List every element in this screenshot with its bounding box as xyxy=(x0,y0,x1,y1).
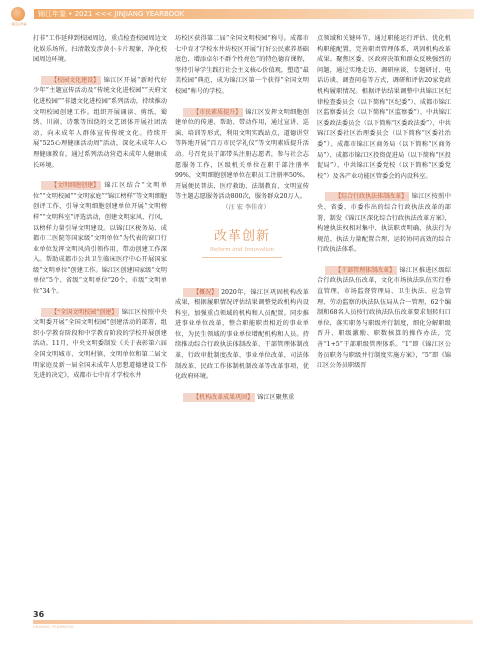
paragraph xyxy=(33,76,167,171)
section-tag: 【干部管理体制改革】 xyxy=(325,266,397,275)
paragraph-text: 锦江区按照中央文明委开展“全国文明校园”创建活动的部署，组织小学教育阶段和中学教育阶段的学校开展创建活动。11月，中央文明委制发《关于表彰第六届全国文明城市、文明村镇、文明单位和第二届文明家庭及新一届全国未成年人思想道德建设工作先进的决定》，成都市七中育才学校水井 xyxy=(33,308,167,380)
column-2 xyxy=(175,34,309,403)
logo-text: 锦江区年鉴 xyxy=(11,22,27,26)
footer-bar xyxy=(33,620,473,624)
paragraph-text: 锦江区聚焦重 xyxy=(257,393,295,401)
paragraph-text: 锦江区发挥文明细胞创建单位的传递、帮助、带动作用，通过宣讲、巡演、培训等形式，利用文明实践站点，道德讲堂等阵地开展“百万市民学礼仪”等文明素质提升活动。号召党员干部带头注册志愿者，参与社会志愿服务工作，区级机关单位在职干部注册率99%，文明细胞创建单位在职员工注册率50%。开展便民普法、医疗救助、法制教育、文明宣传等主题志愿服务活动800次，服务群众20万人。 xyxy=(175,108,309,201)
column-3 xyxy=(317,34,451,372)
yearbook-logo xyxy=(8,7,28,27)
paragraph xyxy=(175,288,309,383)
paragraph xyxy=(175,108,309,203)
section-heading xyxy=(177,228,307,268)
paragraph-text: 锦江区按照中央、省委、市委作出的综合行政执法改革的部署，制发《锦江区深化综合行政执法改革方案》，构建执法权相对集中、执法职责明确、执法行为规范、执法力量配置合理、运转协同高效的综合行政执法体系。 xyxy=(317,193,451,254)
section-tag: 【机构改革成果巩固】 xyxy=(183,393,255,402)
paragraph xyxy=(317,192,451,256)
paragraph-text: 锦江区结合“文明单位”“文明校园”“文明家庭”“锦江榜样”等文明细胞创评工作，引导文明细胞创建单位开展“文明榜样”“文明科室”评选活动，创建文明家风、行风，以榜样力量引导文明建设。以锦江区税务局、成都市二医院等国家级“文明单位”为代表的窗口行业单位发挥文明风尚引领作用，带动创建工作深入。帮助成都市公共卫生临床医疗中心开展国家级“文明单位”创建工作。锦江区创建国家级“文明单位”5个、省级“文明单位”20个、市级“文明单位”34个。 xyxy=(33,182,167,296)
paragraph-text: 锦江区推进区级综合行政执法队伍改革，文化市场执法队伍实行垂直管理，市场监督管理局、卫生执法、应急管理、劳动监察的执法队伍局从合一管理，62个编制和68名人员按行政执法队伍改革要求划转归口单位，落实职务与职级并行制度，细化分解职级晋升、职级激励、职数核算的操作办法，完善“1+5”干部职级管理体系。“1”即《锦江区公务员职务与职级并行制度实施方案》，“5”即《锦江区公务员职级晋 xyxy=(317,266,451,370)
paragraph xyxy=(33,308,167,382)
section-tag: 【综合行政执法体制改革】 xyxy=(325,192,409,201)
footer-text: JINJIANG YEARBOOK xyxy=(33,625,74,629)
paragraph-text: 2020年，锦江区巩固机构改革成果，根据履职情况评估结果调整党政机构内设科室，加强重点领域的机构和人员配置。同步推进事业单位改革，整合职能职责相近的事业单位，为民生领域的事业单位增配机构和人员。持续推动综合行政执法体制改革、干部管理体制改革、行政审批制度改革、事业单位改革、司法体制改革、民政工作体制机制改革等改革事项，优化政府环境。 xyxy=(175,288,309,381)
paragraph xyxy=(33,181,167,298)
paragraph-text: 锦江区开展“新时代好少年”主题宣传活动及“传统文化进校园”“天府文化进校园”“非遗文化进校园”系列活动，持续推动文明校园创建工作。组织开展诵读、剪纸、蜀绣、川剧、诗歌等围绕的文艺团体开展社团活动，向未成年人群体宣传传统文化。持续开展“525心理健康活动周”活动，深化未成年人心理健康教育。通过系列活动营造未成年人健康成长环境。 xyxy=(33,76,167,169)
header-title: 锦江年鉴 • 2021 <<< JINJIANG YEARBOOK xyxy=(38,10,185,18)
author-credit: （汪 宏 李佳奇） xyxy=(222,203,270,211)
section-subtitle: Reform and Innovation xyxy=(209,246,275,253)
section-title: 改革创新 xyxy=(213,228,270,244)
section-tag: 【校园文化建设】 xyxy=(41,76,101,85)
page-header xyxy=(0,0,480,30)
section-divider xyxy=(202,257,282,258)
paragraph xyxy=(175,393,309,404)
paragraph: 点领域和关键环节，通过职能运行评估、优化机构职能配置，完善职责管理体系，巩固机构改革成果。聚焦区委、区政府决策和群众反映强烈的问题，通过实地走访、调研座谈、专题研讨、电话访谈、调查问卷等方式，调研和评估20家党政机构履职情况。根据评估结果调整中共锦江区纪律检查委员会（以下简称“区纪委”）、成都市锦江区监察委员会（以下简称“区监察委”）、中共锦江区委政法委员会（以下简称“区委政法委”）、中共锦江区委社区治理委员会（以下简称“区委社治委”）、成都市锦江区商务局（以下简称“区商务局”）、成都市锦江区投资促进局（以下简称“区投促局”）、中共锦江区委党校（以下简称“区委党校”）及各产业功能区管委会的内设科室。 xyxy=(317,35,451,180)
paragraph: 打非”工作延伸到校园周边，重点检查校园周边文化娱乐场所，扫清散发涉黄小卡片现象，净化校园周边环境。 xyxy=(33,35,167,64)
page-number: 36 xyxy=(33,610,45,619)
section-tag: 【“全国文明校园”创建】 xyxy=(41,308,119,317)
section-tag: 【概况】 xyxy=(183,288,219,297)
column-1 xyxy=(33,34,167,382)
section-tag: 【文明细胞创建】 xyxy=(41,181,101,190)
logo-emblem-icon xyxy=(11,7,25,21)
paragraph xyxy=(317,266,451,372)
paragraph: 坊校区获得第二届“全国文明校园”称号。成都市七中育才学校水井坊校区开展“打好公民素养基础底色、增添卓尔不群个性亮色”的特色德育课程，坚持引导学生践行社会主义核心价值观，塑造“最美校园”典范，成为锦江区第一个获得“全国文明校园”称号的学校。 xyxy=(175,35,309,95)
section-tag: 【市民素质提升】 xyxy=(183,108,243,117)
